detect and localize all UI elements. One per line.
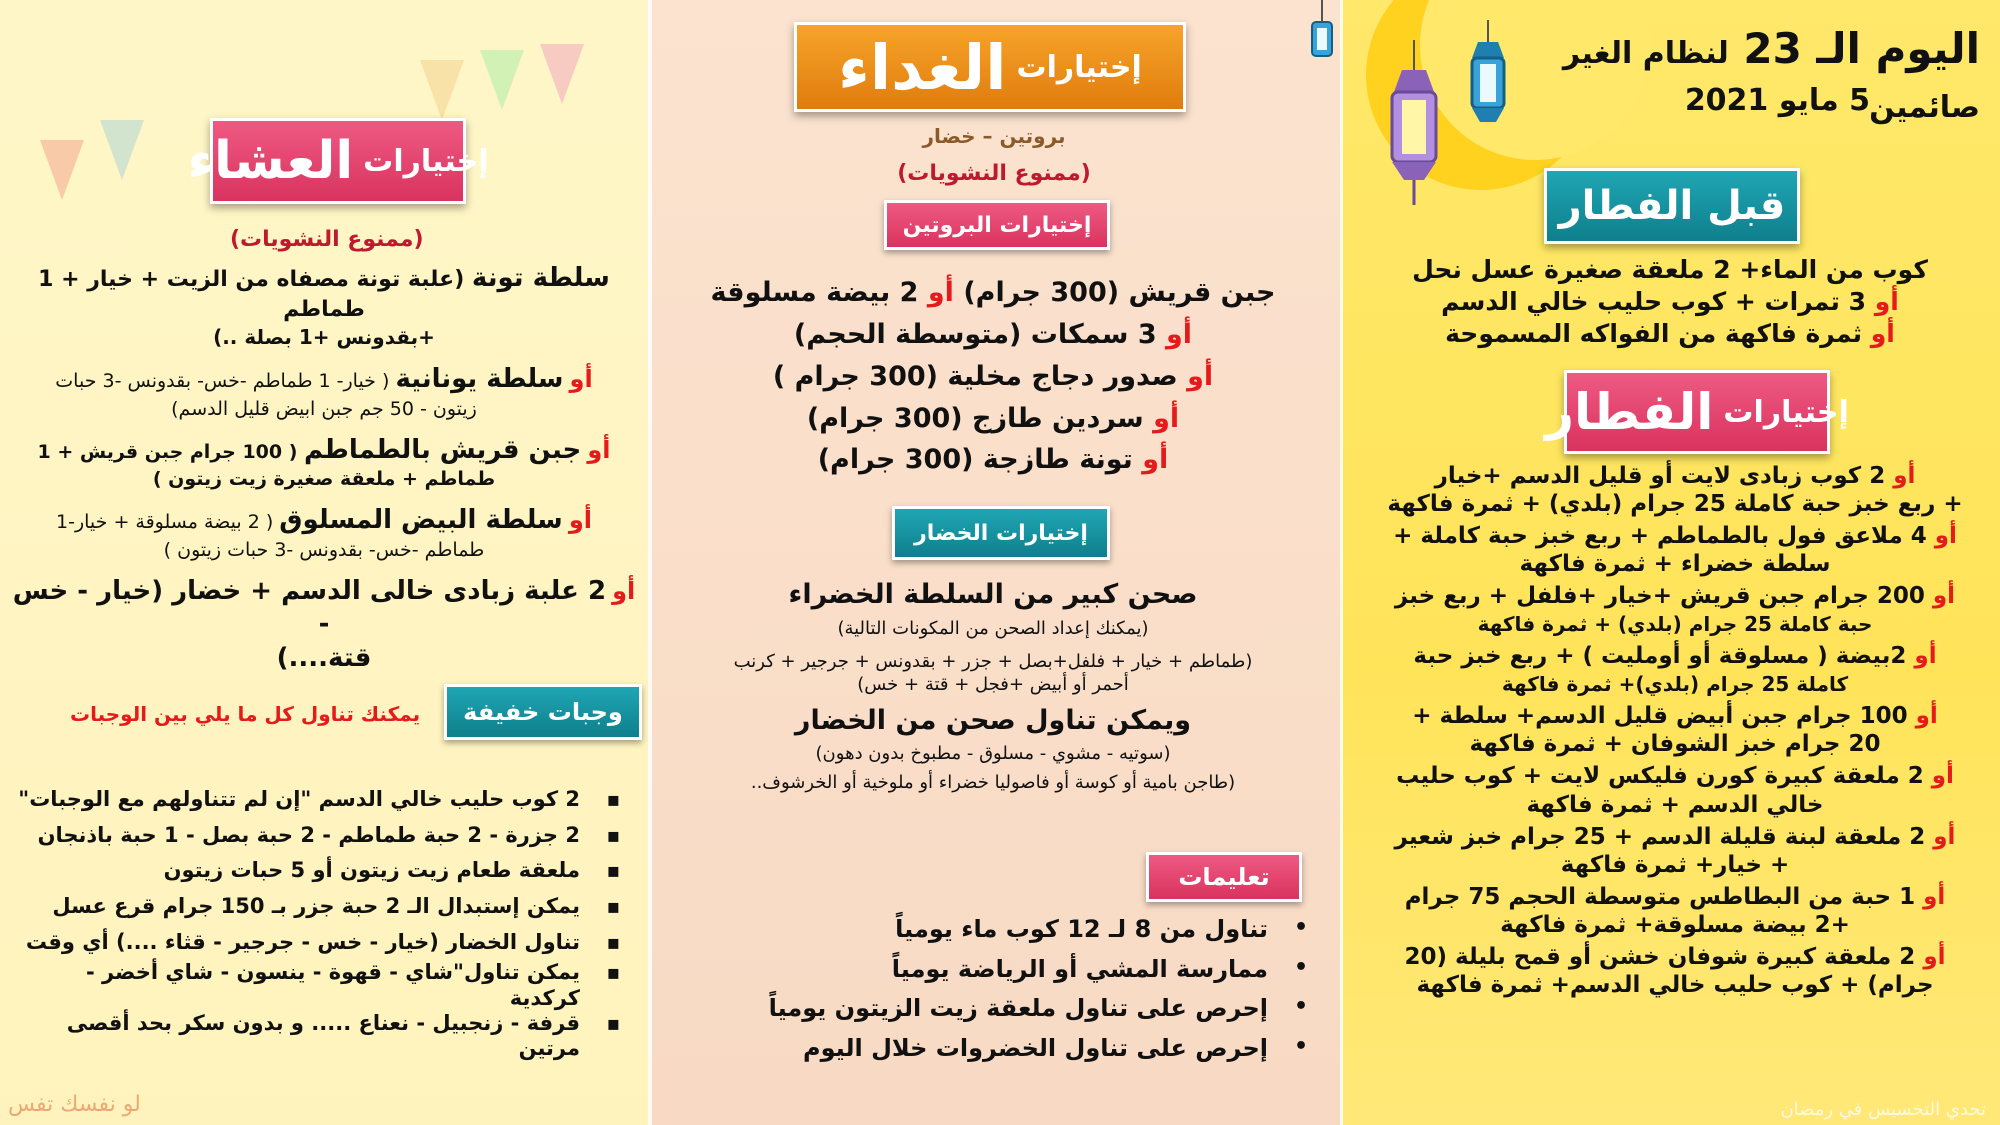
lunch-column	[648, 0, 1340, 1125]
lunch-no-carbs: (ممنوع النشويات)	[897, 161, 1091, 186]
instruction-item: • إحرص على تناول الخضروات خلال اليوم	[748, 1029, 1308, 1069]
bunting-flag	[100, 120, 144, 180]
vegetables-section	[668, 578, 1318, 794]
dinner-title-small: إختيارات	[363, 143, 489, 179]
breakfast-options	[1370, 462, 1980, 999]
snacks-label: وجبات خفيفة	[444, 684, 642, 740]
date-text: 5 مايو 2021	[1684, 83, 1870, 118]
before-breakfast-title: قبل الفطار	[1558, 183, 1786, 229]
dinner-option: سلطة تونة (علبة تونة مصفاه من الزيت + خيار + 1 طماطم +بقدونس +1 بصلة ..)	[38, 263, 610, 350]
lunch-subtitle: بروتين – خضار	[922, 124, 1066, 148]
snack-item: ▪ يمكن إستبدال الـ 2 حبة جزر بـ 150 جرام قرع عسل	[10, 889, 620, 925]
breakfast-option: أو 2 كوب زبادى لايت أو قليل الدسم +خيار + ربع خبز حبة كاملة 25 جرام (بلدي) + ثمرة فاكهة	[1387, 463, 1963, 518]
breakfast-option: أو 4 ملاعق فول بالطماطم + ربع خبز حبة كاملة + سلطة خضراء + ثمرة فاكهة	[1393, 523, 1957, 578]
bunting-flag	[420, 60, 464, 120]
vegetables-label: إختيارات الخضار	[892, 506, 1110, 560]
breakfast-option: أو 2 ملعقة كبيرة شوفان خشن أو قمح بليلة (20 جرام) + كوب حليب خالي الدسم+ ثمرة فاكهة	[1404, 943, 1946, 998]
instruction-item: • إحرص على تناول ملعقة زيت الزيتون يومياً	[748, 989, 1308, 1029]
veg-note: (سوتيه - مشوي - مسلوق - مطبوخ بدون دهون)	[815, 743, 1171, 765]
breakfast-title-big: الفطار	[1545, 383, 1714, 441]
instructions-label: تعليمات	[1146, 852, 1302, 902]
protein-option: أو 3 سمكات (متوسطة الحجم)	[793, 318, 1193, 350]
dinner-option: أو 2 علبة زبادى خالى الدسم + خضار (خيار - خس - قتة....)	[12, 575, 636, 674]
watermark-text: لو نفسك تفس	[8, 1091, 141, 1117]
veg-note: (يمكنك إعداد الصحن من المكونات التالية)	[837, 617, 1149, 639]
dinner-banner	[187, 118, 489, 204]
dinner-no-carbs: (ممنوع النشويات)	[230, 227, 424, 252]
dinner-column	[0, 0, 648, 1125]
lunch-title-small: إختيارات	[1016, 49, 1142, 85]
bunting-flag	[40, 140, 84, 200]
dinner-title-big: العشاء	[187, 131, 354, 191]
breakfast-option: أو 2 ملعقة لبنة قليلة الدسم + 25 جرام خبز شعير + خيار+ ثمرة فاكهة	[1394, 823, 1956, 878]
instructions-list	[748, 910, 1308, 1068]
protein-label: إختيارات البروتين	[884, 200, 1110, 250]
protein-option: أو تونة طازجة (300 جرام)	[817, 444, 1169, 476]
protein-option: أو صدور دجاج مخلية (300 جرام )	[772, 360, 1214, 392]
protein-option: جبن قريش (300 جرام) أو 2 بيضة مسلوقة	[710, 277, 1276, 308]
dinner-option: أو جبن قريش بالطماطم ( 100 جرام جبن قريش + 1 طماطم + ملعقة صغيرة زيت زيتون )	[37, 434, 611, 491]
snack-item: ▪ تناول الخضار (خيار - خس - جرجير - قثاء ....) أي وقت	[10, 925, 620, 961]
watermark-text: تحدي التخسيس في رمضان	[1780, 1098, 1986, 1120]
breakfast-option: أو 200 جرام جبن قريش +خيار +فلفل + ربع خبز حبة كاملة 25 جرام (بلدي) + ثمرة فاكهة	[1394, 583, 1956, 637]
before-breakfast-line: أو ثمرة فاكهة من الفواكه المسموحة	[1445, 319, 1895, 348]
dinner-options	[6, 262, 642, 676]
snack-item: ▪ 2 جزرة - 2 حبة طماطم - 2 حبة بصل - 1 حبة باذنجان	[10, 818, 620, 854]
system-name: لنظام الغير صائمين	[1562, 36, 1980, 125]
instruction-item: • ممارسة المشي أو الرياضة يومياً	[748, 950, 1308, 990]
snack-item: ▪ 2 كوب حليب خالي الدسم "إن لم تتناولهم مع الوجبات"	[10, 782, 620, 818]
lunch-title-big: الغداء	[838, 30, 1007, 104]
before-breakfast-banner	[1544, 168, 1800, 244]
breakfast-banner	[1545, 370, 1849, 454]
snack-item-continued: ▪ قرفة - زنجبيل - نعناع ..... و بدون سكر بحد أقصى مرتين	[10, 1011, 620, 1061]
veg-title-cooked: ويمكن تناول صحن من الخضار	[794, 704, 1192, 736]
before-breakfast-line: أو 3 تمرات + كوب حليب خالي الدسم	[1441, 287, 1899, 316]
dinner-option: أو سلطة البيض المسلوق ( 2 بيضة مسلوقة + خيار-1 طماطم -خس- بقدونس -3 حبات زيتون )	[56, 505, 592, 561]
bunting-flag	[480, 50, 524, 110]
bunting-flag	[540, 44, 584, 104]
snacks-list	[10, 782, 620, 1061]
snack-item: ▪ يمكن تناول"شاي - قهوة - ينسون - شاي أخضر - كركدية	[10, 960, 620, 1010]
instruction-item: • تناول من 8 لـ 12 كوب ماء يومياً	[748, 910, 1308, 950]
lantern-icon	[1374, 40, 1454, 210]
breakfast-column	[1340, 0, 2000, 1125]
before-breakfast-line: كوب من الماء+ 2 ملعقة صغيرة عسل نحل	[1412, 255, 1928, 284]
snacks-note: يمكنك تناول كل ما يلي بين الوجبات	[70, 702, 421, 726]
breakfast-option: أو 2 ملعقة كبيرة كورن فليكس لايت + كوب حليب خالي الدسم + ثمرة فاكهة	[1396, 763, 1954, 818]
veg-ingredients: (طماطم + خيار + فلفل+بصل + جزر + بقدونس + جرجير + كرنب	[733, 650, 1253, 672]
day-number: اليوم الـ 23	[1743, 24, 1980, 73]
breakfast-option: أو 2بيضة ( مسلوقة أو أومليت ) + ربع خبز حبة كاملة 25 جرام (بلدي)+ ثمرة فاكهة	[1413, 643, 1937, 697]
veg-ingredients: أحمر أو أبيض +فجل + قتة + خس)	[857, 673, 1129, 695]
snack-item: ▪ ملعقة طعام زيت زيتون أو 5 حبات زيتون	[10, 853, 620, 889]
lunch-banner	[794, 22, 1186, 112]
before-breakfast-list	[1380, 254, 1960, 350]
protein-option: أو سردين طازج (300 جرام)	[806, 402, 1180, 434]
veg-title-salad: صحن كبير من السلطة الخضراء	[788, 579, 1198, 610]
protein-options	[688, 272, 1298, 481]
veg-note: (طاجن بامية أو كوسة أو فاصوليا خضراء أو ملوخية أو الخرشوف..	[750, 772, 1236, 794]
lantern-icon	[1302, 0, 1340, 70]
breakfast-option: أو 1 حبة من البطاطس متوسطة الحجم 75 جرام +2 بيضة مسلوقة+ ثمرة فاكهة	[1404, 883, 1946, 938]
dinner-option: أو سلطة يونانية ( خيار- 1 طماطم -خس- بقدونس -3 حبات زيتون - 50 جم جبن ابيض قليل الدسم)	[55, 364, 593, 420]
breakfast-title-small: إختيارات	[1723, 394, 1849, 430]
breakfast-option: أو 100 جرام جبن أبيض قليل الدسم+ سلطة + 20 جرام خبز الشوفان + ثمرة فاكهة	[1412, 703, 1938, 758]
